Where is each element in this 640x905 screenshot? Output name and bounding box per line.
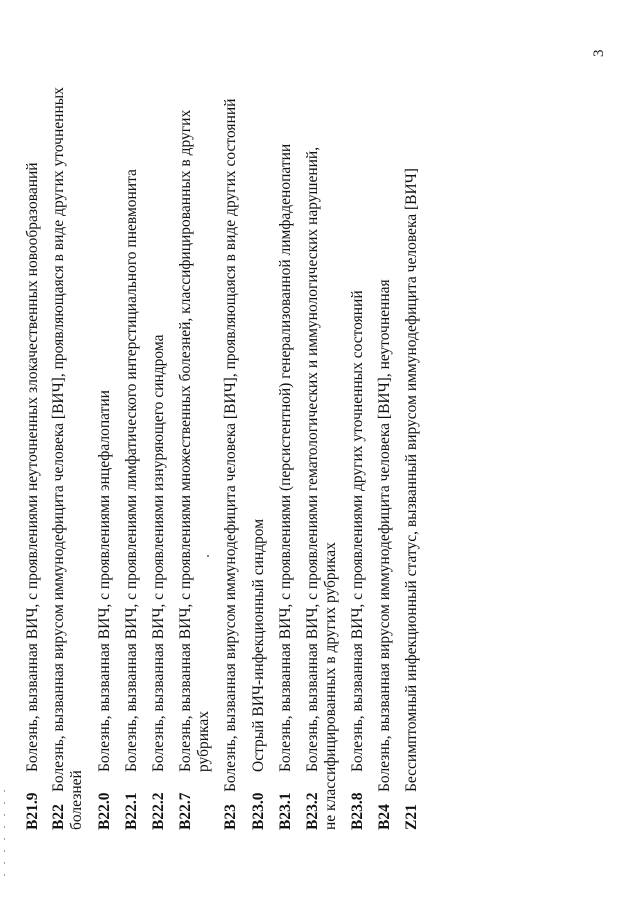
entry-text: Болезнь, вызванная ВИЧ, с проявлениями неуточненных злокачественных новообразований [24, 162, 41, 772]
entry-b22-0 [96, 390, 114, 830]
entry-code: B24 [376, 804, 393, 830]
entry-code: Z21 [403, 804, 420, 830]
entry-b23-8 [349, 290, 367, 830]
entry-text: Бессимптомный инфекционный статус, вызванный вирусом иммунодефицита человека [ВИЧ] [403, 168, 420, 792]
entry-code: B23.0 [250, 792, 267, 830]
entry-code: B23.1 [277, 792, 294, 830]
entry-text: Острый ВИЧ-инфекционный синдром [250, 518, 267, 772]
entry-b24 [376, 279, 394, 830]
entry-code: B23.2 [304, 792, 321, 830]
entry-b22-2 [150, 335, 168, 830]
entry-b22-continuation [68, 770, 86, 830]
entry-b22-7-continuation [195, 711, 213, 772]
entry-code: B22.1 [123, 792, 140, 830]
entry-text: Болезнь, вызванная ВИЧ, с проявлениями лимфатического интерстициального пневмонита [123, 169, 140, 772]
entry-code: B23.8 [349, 792, 366, 830]
entry-text: Болезнь, вызванная вирусом иммунодефицита человека [ВИЧ], проявляющаяся в виде других уточненных [50, 87, 67, 792]
entry-code: B22.2 [150, 792, 167, 830]
entry-text: Болезнь, вызванная ВИЧ, с проявлениями энцефалопатии [96, 390, 113, 772]
entry-code: B23 [222, 804, 239, 830]
entry-b22 [50, 87, 68, 830]
entry-text: рубриках [195, 711, 212, 772]
entry-b23-0 [250, 519, 268, 830]
entry-b21-9 [24, 162, 42, 830]
entry-text: Болезнь, вызванная ВИЧ, с проявлениями других уточненных состояний [349, 290, 366, 772]
entry-text: не классифицированных в других рубриках [322, 542, 339, 830]
entry-text: Болезнь, вызванная вирусом иммунодефицита человека [ВИЧ], неуточненная [376, 279, 393, 792]
entry-b23-2-continuation [322, 542, 340, 830]
entry-b22-1 [123, 169, 141, 830]
entry-b22-7 [177, 110, 195, 830]
entry-code: B22.0 [96, 792, 113, 830]
entry-b23 [222, 99, 240, 830]
entry-code: B22 [50, 804, 67, 830]
entry-code: B22.7 [177, 792, 194, 830]
entry-text: Болезнь, вызванная вирусом иммунодефицита человека [ВИЧ], проявляющаяся в виде других состояний [222, 98, 239, 792]
entry-text: Болезнь, вызванная ВИЧ, с проявлениями гематологических и иммунологических нарушений, [304, 146, 321, 772]
entry-text: болезней [68, 770, 85, 830]
entry-text: Болезнь, вызванная ВИЧ, с проявлениями изнуряющего синдрома [150, 334, 167, 772]
scan-speck [207, 555, 209, 557]
entry-b23-2 [304, 147, 322, 830]
page-number: 3 [591, 49, 607, 57]
entry-code: B21.9 [24, 792, 41, 830]
entry-text: Болезнь, вызванная ВИЧ, с проявлениями (персистентной) генерализованной лимфаденопатии [277, 143, 294, 772]
entry-b23-1 [277, 144, 295, 830]
entry-z21 [403, 168, 421, 830]
entry-text: Болезнь, вызванная ВИЧ, с проявлениями множественных болезней, классифицированных в других [177, 109, 194, 772]
